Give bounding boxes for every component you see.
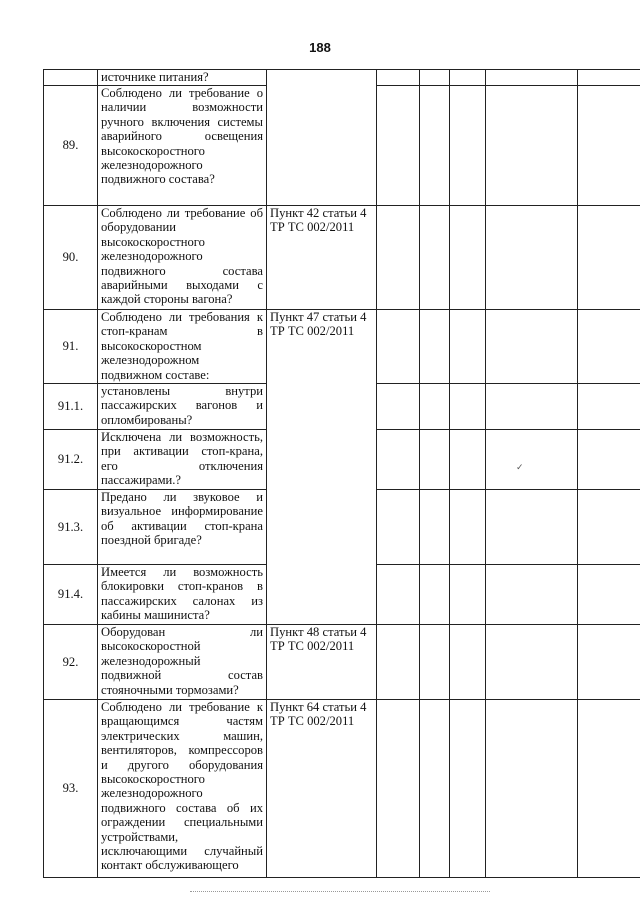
table-row [44,70,640,86]
answer-yes-cell [377,384,420,430]
row-question: источнике питания? [98,70,267,86]
row-number: 91.3. [44,490,98,565]
note-cell [578,490,640,565]
answer-na-cell [450,86,486,206]
row-number: 92. [44,625,98,700]
answer-yes-cell [377,565,420,625]
answer-yes-cell [377,625,420,700]
row-question: Соблюдено ли требование об оборудовании высокоскоростного железнодорожного подвижного состава аварийными выходами с каждой стороны вагона? [98,206,267,310]
doc-cell [486,384,578,430]
note-cell [578,86,640,206]
note-cell [578,70,640,86]
row-number: 91.1. [44,384,98,430]
answer-na-cell [450,490,486,565]
answer-no-cell [420,70,450,86]
doc-cell [486,310,578,384]
table-row [44,310,640,384]
answer-na-cell [450,310,486,384]
page-number: 188 [309,40,331,55]
note-cell [578,384,640,430]
row-number [44,70,98,86]
answer-yes-cell [377,70,420,86]
answer-no-cell [420,430,450,490]
row-question: Соблюдено ли требование к вращающимся частям электрических машин, вентиляторов, компрессоров и другого оборудования высокоскоростного железнодорожного подвижного состава об их ограждении специальными устройствами, исключающими случайный контакт обслуживающего [98,700,267,878]
answer-yes-cell [377,310,420,384]
row-number: 91. [44,310,98,384]
answer-na-cell [450,384,486,430]
answer-no-cell [420,625,450,700]
row-reference: Пункт 42 статьи 4 ТР ТС 002/2011 [267,206,377,310]
answer-no-cell [420,700,450,878]
doc-cell [486,430,578,490]
doc-cell [486,565,578,625]
doc-cell [486,490,578,565]
note-cell [578,310,640,384]
answer-no-cell [420,310,450,384]
row-question: Соблюдено ли требование о наличии возможности ручного включения системы аварийного освещения высокоскоростного железнодорожного подвижного состава? [98,86,267,206]
answer-yes-cell [377,206,420,310]
answer-na-cell [450,430,486,490]
answer-no-cell [420,490,450,565]
scan-mark: ✓ [516,462,524,472]
doc-cell [486,625,578,700]
answer-na-cell [450,565,486,625]
row-question: Исключена ли возможность, при активации стоп-крана, его отключения пассажирами.? [98,430,267,490]
row-question: установлены внутри пассажирских вагонов и опломбированы? [98,384,267,430]
table-row [44,625,640,700]
note-cell [578,430,640,490]
note-cell [578,700,640,878]
note-cell [578,206,640,310]
row-reference: Пункт 47 статьи 4 ТР ТС 002/2011 [267,310,377,625]
answer-yes-cell [377,490,420,565]
row-number: 91.4. [44,565,98,625]
doc-cell [486,700,578,878]
note-cell [578,565,640,625]
answer-yes-cell [377,700,420,878]
answer-na-cell [450,625,486,700]
row-question: Соблюдено ли требования к стоп-кранам в высокоскоростном железнодорожном подвижном составе: [98,310,267,384]
doc-cell [486,70,578,86]
answer-yes-cell [377,430,420,490]
answer-no-cell [420,86,450,206]
row-question: Имеется ли возможность блокировки стоп-кранов в пассажирских салонах из кабины машиниста? [98,565,267,625]
page-bottom-line [190,891,490,892]
row-number: 91.2. [44,430,98,490]
row-reference [267,70,377,206]
answer-yes-cell [377,86,420,206]
row-question: Предано ли звуковое и визуальное информирование об активации стоп-крана поездной бригаде? [98,490,267,565]
answer-na-cell [450,70,486,86]
checklist-table [43,69,640,878]
row-number: 90. [44,206,98,310]
row-number: 89. [44,86,98,206]
row-reference: Пункт 64 статьи 4 ТР ТС 002/2011 [267,700,377,878]
row-question: Оборудован ли высокоскоростной железнодорожный подвижной состав стояночными тормозами? [98,625,267,700]
answer-no-cell [420,206,450,310]
doc-cell [486,206,578,310]
doc-cell [486,86,578,206]
answer-na-cell [450,700,486,878]
table-row [44,206,640,310]
row-reference: Пункт 48 статьи 4 ТР ТС 002/2011 [267,625,377,700]
answer-na-cell [450,206,486,310]
note-cell [578,625,640,700]
answer-no-cell [420,565,450,625]
answer-no-cell [420,384,450,430]
table-row [44,700,640,878]
row-number: 93. [44,700,98,878]
